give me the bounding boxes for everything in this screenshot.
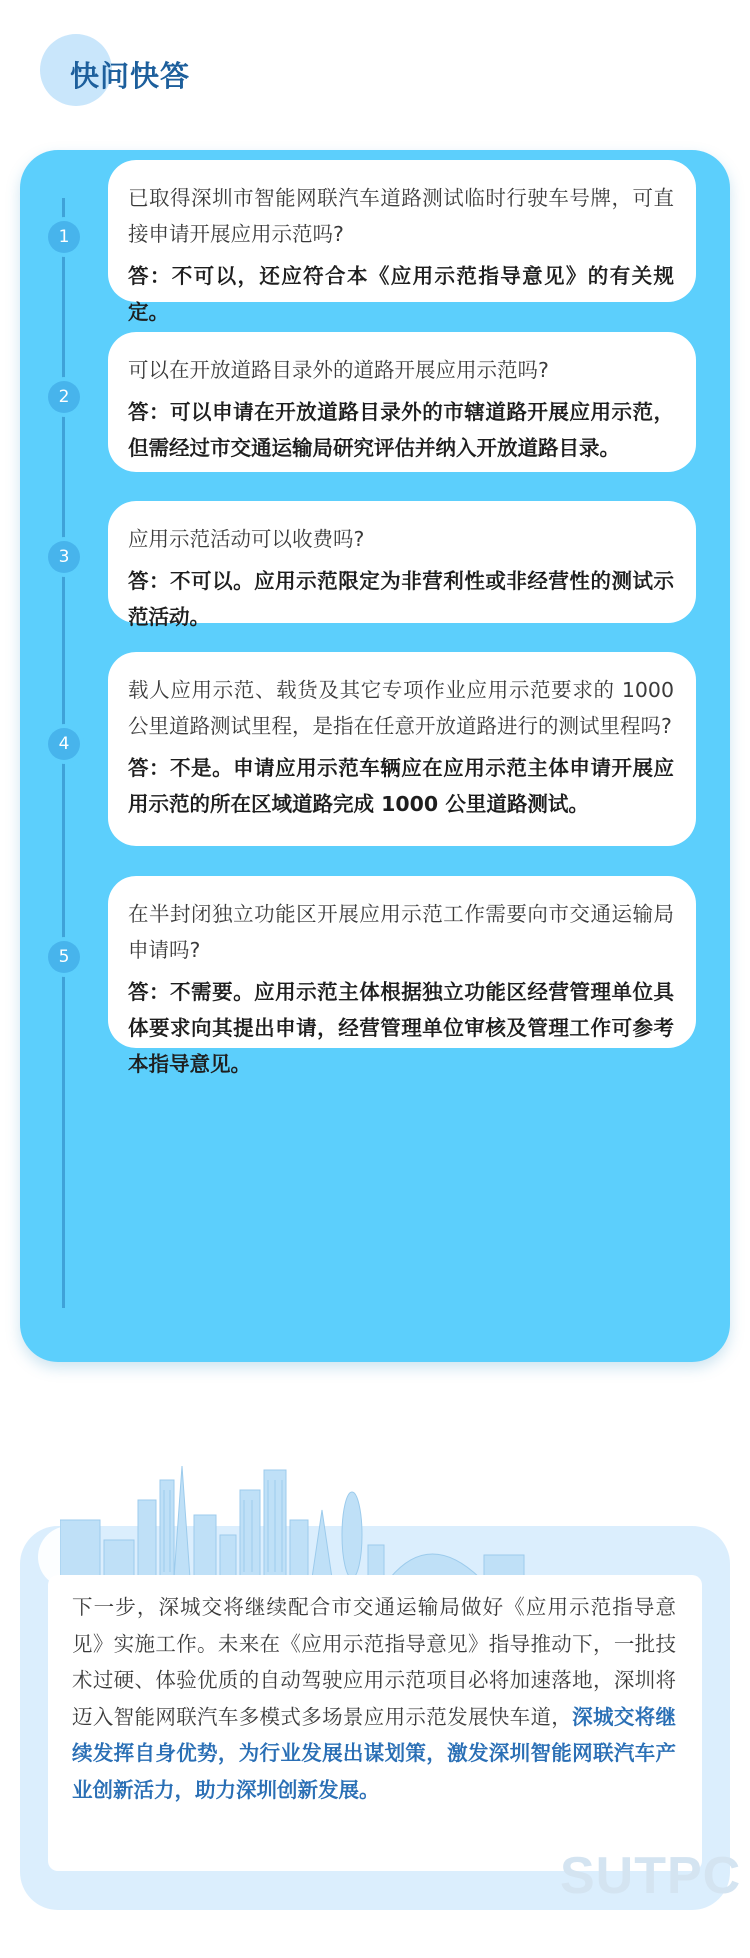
sutpc-watermark-logo: SUTPC [560,1847,742,1905]
faq-card-2 [108,332,696,472]
faq-question: 可以在开放道路目录外的道路开展应用示范吗? [128,358,549,382]
faq-question: 载人应用示范、载货及其它专项作业应用示范要求的 1000 公里道路测试里程，是指在任意开放道路进行的测试里程吗? [128,678,674,738]
faq-card-4 [108,652,696,846]
faq-question: 应用示范活动可以收费吗? [128,527,365,551]
city-skyline-illustration [60,1460,540,1578]
page-title: 快问快答 [70,59,191,93]
faq-number-1: 1 [48,221,80,253]
closing-highlight: 深城交将继续发挥自身优势，为行业发展出谋划策，激发深圳智能网联汽车产业创新活力，助力深圳创新发展。 [72,1704,677,1802]
faq-number-4: 4 [48,728,80,760]
faq-panel [20,150,730,1362]
faq-question: 在半封闭独立功能区开展应用示范工作需要向市交通运输局申请吗? [128,902,674,962]
closing-text: 下一步，深城交将继续配合市交通运输局做好《应用示范指导意见》实施工作。未来在《应用示范指导意见》指导推动下，一批技术过硬、体验优质的自动驾驶应用示范项目必将加速落地，深圳将迈入智能网联汽车多模式多场景应用示范发展快车道， [72,1595,676,1729]
faq-card-5 [108,876,696,1076]
faq-number-3: 3 [48,541,80,573]
faq-answer: 答：不需要。应用示范主体根据独立功能区经营管理单位具体要求向其提出申请，经营管理单位审核及管理工作可参考本指导意见。 [128,980,674,1076]
faq-card-1 [108,160,696,324]
faq-answer: 答：不是。申请应用示范车辆应在应用示范主体申请开展应用示范的所在区域道路完成 1000 公里道路测试。 [128,756,674,816]
faq-card-3 [108,501,696,629]
faq-number-5: 5 [48,941,80,973]
faq-number-2: 2 [48,381,80,413]
section-header [40,34,340,114]
faq-question: 已取得深圳市智能网联汽车道路测试临时行驶车号牌，可直接申请开展应用示范吗? [128,186,674,246]
closing-text-card [48,1575,702,1871]
faq-answer: 答：可以申请在开放道路目录外的市辖道路开展应用示范，但需经过市交通运输局研究评估并纳入开放道路目录。 [128,400,674,460]
faq-answer: 答：不可以，还应符合本《应用示范指导意见》的有关规定。 [128,264,674,324]
faq-answer: 答：不可以。应用示范限定为非营利性或非经营性的测试示范活动。 [128,569,674,629]
